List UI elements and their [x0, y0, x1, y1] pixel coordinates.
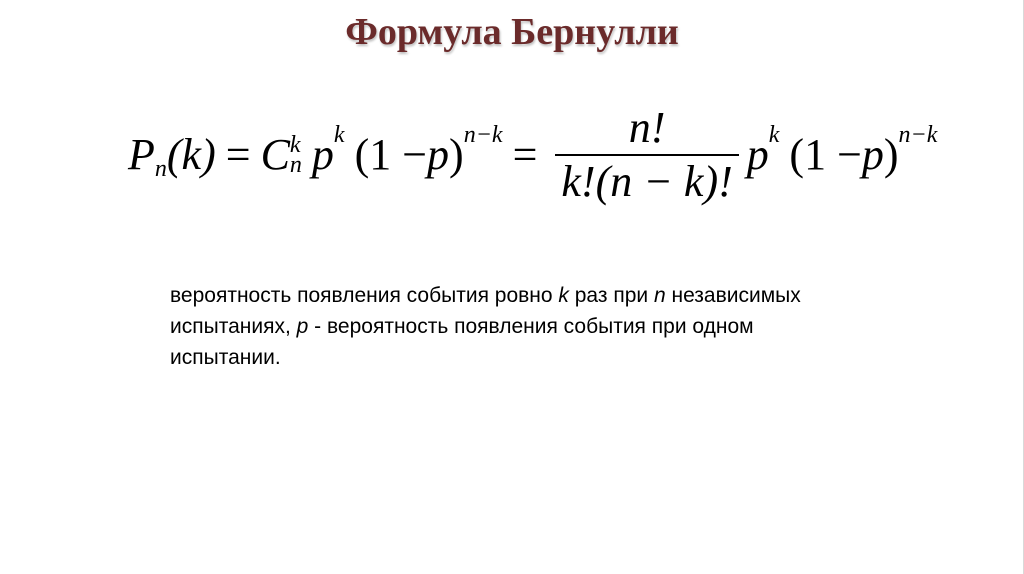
formula-p-1-exponent: k — [333, 122, 345, 148]
formula-fraction — [555, 103, 738, 206]
formula-n-subscript: n — [154, 156, 167, 182]
description-part-1: вероятность появления события ровно — [170, 284, 559, 307]
slide-title: Формула Бернулли — [345, 11, 679, 53]
description-var-p: p — [296, 315, 309, 338]
formula-p-4: p — [861, 130, 884, 179]
formula-term-2-close: ) — [883, 130, 899, 179]
formula-C-subscript: n — [289, 152, 302, 178]
formula-C: C — [260, 130, 290, 179]
formula-binomial — [260, 130, 306, 179]
formula-equals-2: = — [512, 130, 538, 179]
formula-term-1-exponent: n−k — [463, 122, 503, 148]
description-part-3: независимых испытаниях, — [170, 284, 801, 338]
formula-p-3-exponent: k — [768, 122, 780, 148]
formula-p-2: p — [427, 130, 450, 179]
bernoulli-formula — [128, 100, 937, 210]
formula-term-2-open: (1 − — [789, 130, 862, 179]
formula-p-1: p — [311, 130, 334, 179]
formula-term-1-open: (1 − — [354, 130, 428, 179]
formula-P: P — [128, 130, 155, 179]
formula-denominator-n-minus-k-factorial: (n − k)! — [595, 157, 733, 206]
description-var-k: k — [558, 284, 569, 307]
formula-fraction-numerator: n! — [628, 103, 666, 152]
description-part-4: - вероятность появления события при одном испытании. — [170, 315, 754, 369]
formula-C-superscript: k — [289, 132, 301, 158]
formula-description — [170, 280, 870, 373]
formula-equals-1: = — [225, 130, 251, 179]
formula-k-argument: (k) — [166, 130, 216, 179]
description-part-2: раз при — [568, 284, 654, 307]
formula-p-3: p — [746, 130, 769, 179]
formula-denominator-k-factorial: k! — [561, 157, 596, 206]
formula-term-1-close: ) — [449, 130, 464, 179]
formula-C-indices — [290, 133, 302, 177]
formula-term-2-exponent: n−k — [898, 122, 938, 148]
description-var-n: n — [653, 284, 666, 307]
formula-fraction-denominator — [555, 156, 738, 204]
